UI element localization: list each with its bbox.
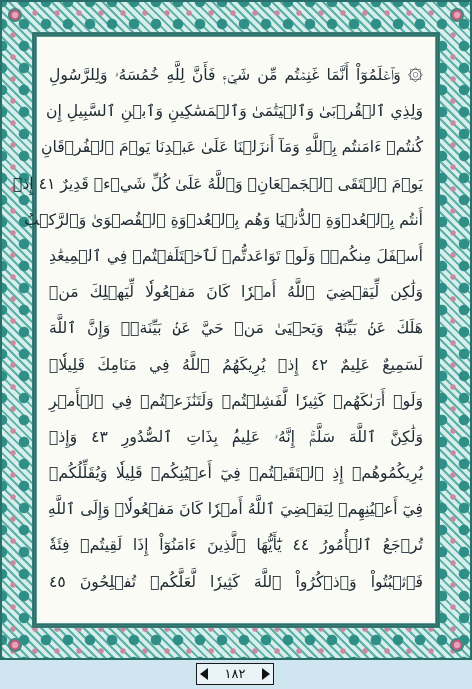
text-line-3: كُنتُمۡ ءَامَنتُم بِٱللَّهِ وَمَآ أَنزَلۡنَا عَلَىٰ عَبۡدِنَا يَوۡمَ ٱلۡفُرۡقَانِ [41, 138, 423, 157]
text-block [12, 57, 423, 600]
page-navigator [196, 663, 274, 685]
quran-page [12, 36, 436, 624]
text-line-12: يُرِيكُمُوهُمۡ إِذِ ٱلۡتَقَيۡتُمۡ فِيٓ أَعۡيُنِكُمۡ قَلِيلٗا وَيُقَلِّلُكُمۡ [49, 464, 423, 483]
text-line-15: فَٱثۡبُتُواْ وَٱذۡكُرُواْ ٱللَّهَ كَثِيرٗا لَّعَلَّكُمۡ تُفۡلِحُونَ ٤٥ [49, 572, 423, 591]
text-line-1: ۞ وَٱعۡلَمُوٓاْ أَنَّمَا غَنِمۡتُم مِّن شَيۡءٖ فَأَنَّ لِلَّهِ خُمُسَهُۥ وَلِلرَّسُولِ [49, 66, 423, 84]
text-line-5: أَنتُم بِٱلۡعُدۡوَةِ ٱلدُّنۡيَا وَهُم بِٱلۡعُدۡوَةِ ٱلۡقُصۡوَىٰ وَٱلرَّكۡبُ [23, 210, 423, 229]
triangle-right-icon[interactable] [262, 668, 270, 680]
text-line-10: وَلَوۡ أَرَىٰكَهُمۡ كَثِيرٗا لَّفَشِلۡتُمۡ وَلَتَنَٰزَعۡتُمۡ فِي ٱلۡأَمۡرِ [49, 391, 423, 410]
text-line-9: لَسَمِيعٌ عَلِيمٌ ٤٢ إِذۡ يُرِيكَهُمُ ٱللَّهُ فِي مَنَامِكَ قَلِيلٗاۖ [49, 355, 423, 374]
text-line-11: وَلَٰكِنَّ ٱللَّهَ سَلَّمَۚ إِنَّهُۥ عَلِيمُۢ بِذَاتِ ٱلصُّدُورِ ٤٣ وَإِذۡ [49, 427, 423, 446]
text-line-2: وَلِذِي ٱلۡقُرۡبَىٰ وَٱلۡيَتَٰمَىٰ وَٱلۡمَسَٰكِينِ وَٱبۡنِ ٱلسَّبِيلِ إِن [46, 102, 423, 121]
text-line-6: أَسۡفَلَ مِنكُمۡۚ وَلَوۡ تَوَاعَدتُّمۡ لَٱخۡتَلَفۡتُمۡ فِي ٱلۡمِيعَٰدِ [49, 246, 423, 265]
corner-rosette-icon [450, 638, 464, 652]
text-line-4: يَوۡمَ ٱلۡتَقَى ٱلۡجَمۡعَانِۗ وَٱللَّهُ عَلَىٰ كُلِّ شَيۡءٖ قَدِيرٌ ٤١ إِذۡ [12, 174, 423, 193]
triangle-left-icon[interactable] [200, 668, 208, 680]
corner-rosette-icon [450, 8, 464, 22]
page-footer [0, 660, 472, 689]
text-line-13: فِيٓ أَعۡيُنِهِمۡ لِيَقۡضِيَ ٱللَّهُ أَمۡرٗا كَانَ مَفۡعُولٗاۗ وَإِلَى ٱللَّهِ [47, 500, 423, 519]
corner-rosette-icon [8, 638, 22, 652]
text-line-14: تُرۡجَعُ ٱلۡأُمُورُ ٤٤ يَٰٓأَيُّهَا ٱلَّذِينَ ءَامَنُوٓاْ إِذَا لَقِيتُمۡ فِئَةٗ [49, 536, 423, 555]
page-number: ١٨٢ [224, 666, 246, 682]
text-line-7: وَلَٰكِن لِّيَقۡضِيَ ٱللَّهُ أَمۡرٗا كَانَ مَفۡعُولٗا لِّيَهۡلِكَ مَنۡ [49, 283, 423, 302]
corner-rosette-icon [8, 8, 22, 22]
text-line-8: هَلَكَ عَنۢ بَيِّنَةٖ وَيَحۡيَىٰ مَنۡ حَيَّ عَنۢ بَيِّنَةٖۗ وَإِنَّ ٱللَّهَ [49, 319, 423, 338]
